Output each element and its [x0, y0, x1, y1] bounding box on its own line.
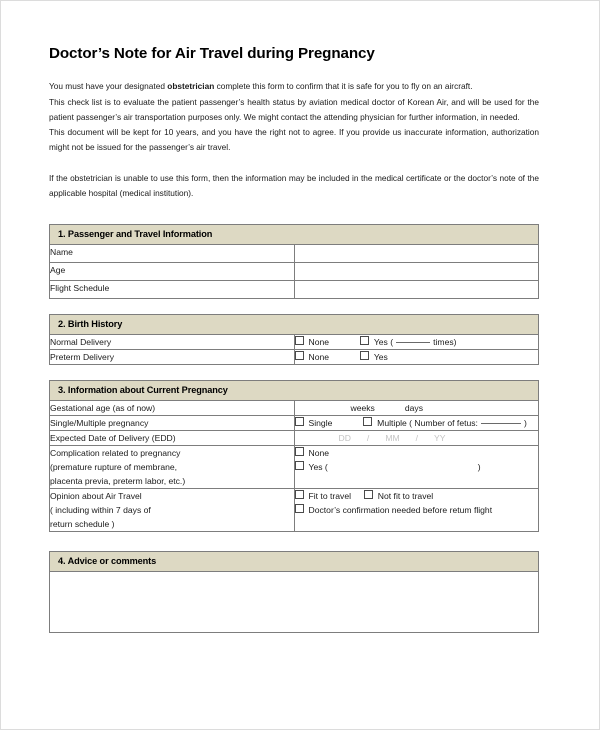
checkbox-icon[interactable]	[360, 336, 369, 345]
field-options-single-multiple-pregnancy	[294, 416, 539, 431]
option-pregnancy-multiple[interactable]	[363, 416, 527, 430]
checkbox-icon[interactable]	[295, 336, 304, 345]
opinion-label-line-2: ( including within 7 days of	[50, 505, 151, 516]
intro-paragraph-2: This check list is to evaluate the patient passenger’s health status by aviation medical doctor of Korean Air, and will be used for the patient passenger’s air transportation purposes only. We might contact the attending physician for further information, in needed.	[49, 96, 539, 122]
intro-paragraph-4: If the obstetrician is unable to use this form, then the information may be included in the medical certificate or the doctor’s note of the applicable hospital (medical institution).	[49, 172, 539, 199]
table-row	[50, 572, 539, 633]
field-options-complication	[294, 446, 539, 489]
section-4-advice-or-comments	[49, 551, 539, 633]
complication-label-line-2: (premature rupture of membrane,	[50, 462, 178, 473]
page-title: Doctor’s Note for Air Travel during Pregnancy	[49, 45, 375, 62]
opinion-options-row-1	[295, 489, 539, 503]
option-label-suffix: )	[477, 462, 481, 473]
option-complication-yes[interactable]	[295, 460, 481, 474]
section-1-heading: 1. Passenger and Travel Information	[50, 225, 539, 245]
checkbox-icon[interactable]	[360, 351, 369, 360]
edd-day-placeholder[interactable]: DD	[338, 433, 351, 444]
table-row	[50, 350, 539, 365]
option-label-suffix: times)	[433, 337, 457, 348]
section-3-header-row	[50, 381, 539, 401]
edd-year-placeholder[interactable]: YY	[434, 433, 446, 444]
edd-slash-1: /	[366, 433, 370, 444]
intro-p1-bold-obstetrician: obstetrician	[167, 81, 215, 92]
unit-days: days	[404, 403, 424, 414]
field-label-complication	[50, 446, 295, 489]
field-input-age[interactable]	[294, 263, 539, 281]
field-label-normal-delivery: Normal Delivery	[50, 335, 295, 350]
intro-p1-part-b: complete this form to confirm that it is safe for you to fly on an aircraft.	[214, 81, 473, 92]
option-complication-none[interactable]	[295, 446, 330, 460]
spacer-before-section-2	[49, 299, 539, 314]
intro-paragraph-1	[49, 79, 539, 94]
spacer-before-section-3	[49, 365, 539, 380]
field-label-flight-schedule: Flight Schedule	[50, 281, 295, 299]
table-row	[50, 446, 539, 489]
option-label: Yes	[373, 352, 388, 363]
opinion-options-row-3-spacer	[295, 517, 539, 531]
unit-weeks: weeks	[350, 403, 375, 414]
field-label-opinion-about-air-travel	[50, 489, 295, 532]
table-row	[50, 489, 539, 532]
section-2-heading: 2. Birth History	[50, 315, 539, 335]
checkbox-icon[interactable]	[295, 504, 304, 513]
field-label-age: Age	[50, 263, 295, 281]
option-label: Not fit to travel	[377, 491, 434, 502]
fetus-count-blank[interactable]	[481, 423, 521, 424]
complication-label-line-1: Complication related to pregnancy	[50, 448, 181, 459]
option-not-fit-to-travel[interactable]	[364, 489, 433, 503]
field-input-advice-or-comments[interactable]	[50, 572, 539, 633]
option-label: None	[308, 448, 330, 459]
option-label: None	[308, 352, 330, 363]
option-label-prefix: Yes (	[308, 462, 328, 473]
field-input-gestational-age[interactable]	[294, 401, 539, 416]
field-options-preterm-delivery	[294, 350, 539, 365]
checkbox-icon[interactable]	[295, 461, 304, 470]
checkbox-icon[interactable]	[363, 417, 372, 426]
spacer-before-section-4	[49, 532, 539, 551]
intro-p1-part-a: You must have your designated	[49, 81, 168, 92]
field-label-gestational-age: Gestational age (as of now)	[50, 401, 295, 416]
opinion-label-line-1: Opinion about Air Travel	[50, 491, 142, 502]
option-label-prefix: Yes (	[373, 337, 394, 348]
edd-slash-2: /	[415, 433, 419, 444]
option-pregnancy-single[interactable]	[295, 416, 333, 430]
field-label-single-multiple-pregnancy: Single/Multiple pregnancy	[50, 416, 295, 431]
complication-label-line-3: placenta previa, preterm labor, etc.)	[50, 476, 186, 487]
times-count-blank[interactable]	[396, 342, 430, 343]
table-row	[50, 263, 539, 281]
option-fit-to-travel[interactable]	[295, 489, 352, 503]
table-row	[50, 416, 539, 431]
section-2-birth-history	[49, 314, 539, 365]
option-preterm-delivery-none[interactable]	[295, 350, 330, 364]
table-row	[50, 245, 539, 263]
checkbox-icon[interactable]	[295, 351, 304, 360]
table-row	[50, 281, 539, 299]
section-2-header-row	[50, 315, 539, 335]
option-normal-delivery-none[interactable]	[295, 335, 330, 349]
field-options-normal-delivery	[294, 335, 539, 350]
checkbox-icon[interactable]	[295, 490, 304, 499]
option-preterm-delivery-yes[interactable]	[360, 350, 388, 364]
option-label: Fit to travel	[308, 491, 352, 502]
field-input-flight-schedule[interactable]	[294, 281, 539, 299]
section-1-header-row	[50, 225, 539, 245]
table-row	[50, 401, 539, 416]
section-4-heading: 4. Advice or comments	[50, 552, 539, 572]
section-4-header-row	[50, 552, 539, 572]
field-label-expected-date-of-delivery: Expected Date of Delivery (EDD)	[50, 431, 295, 446]
opinion-options-row-2	[295, 503, 539, 517]
spacer-before-section-1	[49, 201, 539, 224]
intro-paragraph-3: This document will be kept for 10 years, and you have the right not to agree. If you provide us inaccurate information, authorization might not be issued for the passenger’s air travel.	[49, 127, 539, 153]
edd-month-placeholder[interactable]: MM	[385, 433, 400, 444]
checkbox-icon[interactable]	[295, 417, 304, 426]
option-label-suffix: )	[523, 418, 527, 429]
option-label: None	[308, 337, 330, 348]
checkbox-icon[interactable]	[364, 490, 373, 499]
section-1-passenger-and-travel-information	[49, 224, 539, 299]
field-label-name: Name	[50, 245, 295, 263]
option-label-prefix: Multiple ( Number of fetus:	[377, 418, 478, 429]
opinion-label-line-3: return schedule )	[50, 519, 115, 530]
field-input-name[interactable]	[294, 245, 539, 263]
table-row	[50, 335, 539, 350]
document-content	[49, 45, 539, 633]
option-doctors-confirmation-needed[interactable]	[295, 503, 493, 517]
field-label-preterm-delivery: Preterm Delivery	[50, 350, 295, 365]
section-3-heading: 3. Information about Current Pregnancy	[50, 381, 539, 401]
option-label: Doctor’s confirmation needed before retum flight	[308, 505, 493, 516]
field-input-expected-date-of-delivery[interactable]	[294, 431, 539, 446]
option-label: Single	[308, 418, 333, 429]
checkbox-icon[interactable]	[295, 447, 304, 456]
intro-spacer	[49, 156, 539, 171]
option-normal-delivery-yes[interactable]	[360, 335, 457, 349]
intro-paragraphs	[49, 79, 539, 201]
table-row	[50, 431, 539, 446]
section-3-information-about-current-pregnancy	[49, 380, 539, 532]
field-options-opinion-about-air-travel	[294, 489, 539, 532]
